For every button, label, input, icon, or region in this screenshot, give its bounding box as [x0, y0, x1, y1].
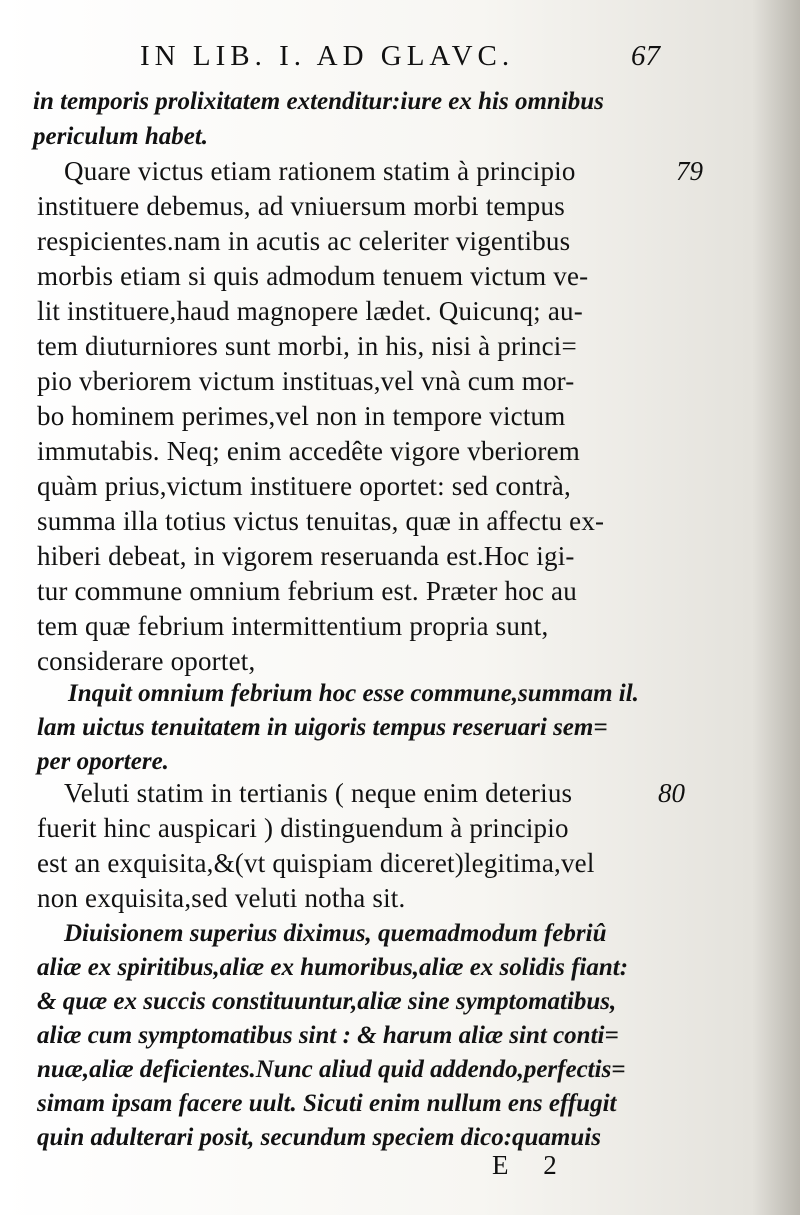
commentary-line: quin adulterari posit, secundum speciem dico:quamuis: [37, 1124, 601, 1151]
text-line: immutabis. Neq; enim accedête vigore vberiorem: [37, 436, 581, 466]
text-line: bo hominem perimes,vel non in tempore victum: [37, 401, 566, 431]
text-line: tem diuturniores sunt morbi, in his, nisi à princi=: [37, 331, 577, 361]
text-line: morbis etiam si quis admodum tenuem victum ve-: [37, 261, 589, 291]
text-line: fuerit hinc auspicari ) distinguendum à principio: [37, 813, 569, 843]
text-line: lit instituere,haud magnopere lædet. Quicunq; au-: [37, 296, 583, 326]
running-head: IN LIB. I. AD GLAVC.: [140, 40, 515, 72]
commentary-line: in temporis prolixitatem extenditur:iure ex his omnibus: [33, 88, 604, 115]
page-header: [140, 40, 660, 80]
commentary-line: Inquit omnium febrium hoc esse commune,summam il.: [68, 680, 639, 707]
text-line: quàm prius,victum instituere oportet: sed contrà,: [37, 471, 571, 501]
commentary-line: aliæ ex spiritibus,aliæ ex humoribus,aliæ ex solidis fiant:: [37, 954, 629, 981]
commentary-line: aliæ cum symptomatibus sint : & harum aliæ sint conti=: [37, 1022, 619, 1049]
text-line: Quare victus etiam rationem statim à principio: [64, 156, 576, 186]
margin-number: 80: [658, 778, 685, 808]
text-line: hiberi debeat, in vigorem reseruanda est.Hoc igi-: [37, 541, 575, 571]
signature-mark: E 2: [492, 1150, 571, 1180]
commentary-line: nuæ,aliæ deficientes.Nunc aliud quid addendo,perfectis=: [37, 1056, 626, 1083]
text-line: summa illa totius victus tenuitas, quæ in affectu ex-: [37, 506, 605, 536]
commentary-line: periculum habet.: [33, 123, 209, 150]
margin-number: 79: [676, 156, 703, 186]
page-number: 67: [631, 40, 660, 72]
text-line: Veluti statim in tertianis ( neque enim deterius: [64, 778, 573, 808]
text-line: tur commune omnium febrium est. Præter hoc au: [37, 576, 577, 606]
text-line: considerare oportet,: [37, 646, 256, 676]
commentary-line: lam uictus tenuitatem in uigoris tempus reseruari sem=: [37, 714, 608, 741]
text-line: instituere debemus, ad vniuersum morbi tempus: [37, 191, 565, 221]
commentary-line: per oportere.: [37, 748, 169, 775]
commentary-line: simam ipsam facere uult. Sicuti enim nullum ens effugit: [37, 1090, 617, 1117]
text-line: non exquisita,sed veluti notha sit.: [37, 883, 406, 913]
text-line: tem quæ febrium intermittentium propria sunt,: [37, 611, 549, 641]
text-line: pio vberiorem victum instituas,vel vnà cum mor-: [37, 366, 575, 396]
text-line: respicientes.nam in acutis ac celeriter vigentibus: [37, 226, 571, 256]
text-line: est an exquisita,&(vt quispiam diceret)legitima,vel: [37, 848, 595, 878]
commentary-line: & quæ ex succis constituuntur,aliæ sine symptomatibus,: [37, 988, 617, 1015]
commentary-line: Diuisionem superius diximus, quemadmodum febriû: [64, 920, 607, 947]
